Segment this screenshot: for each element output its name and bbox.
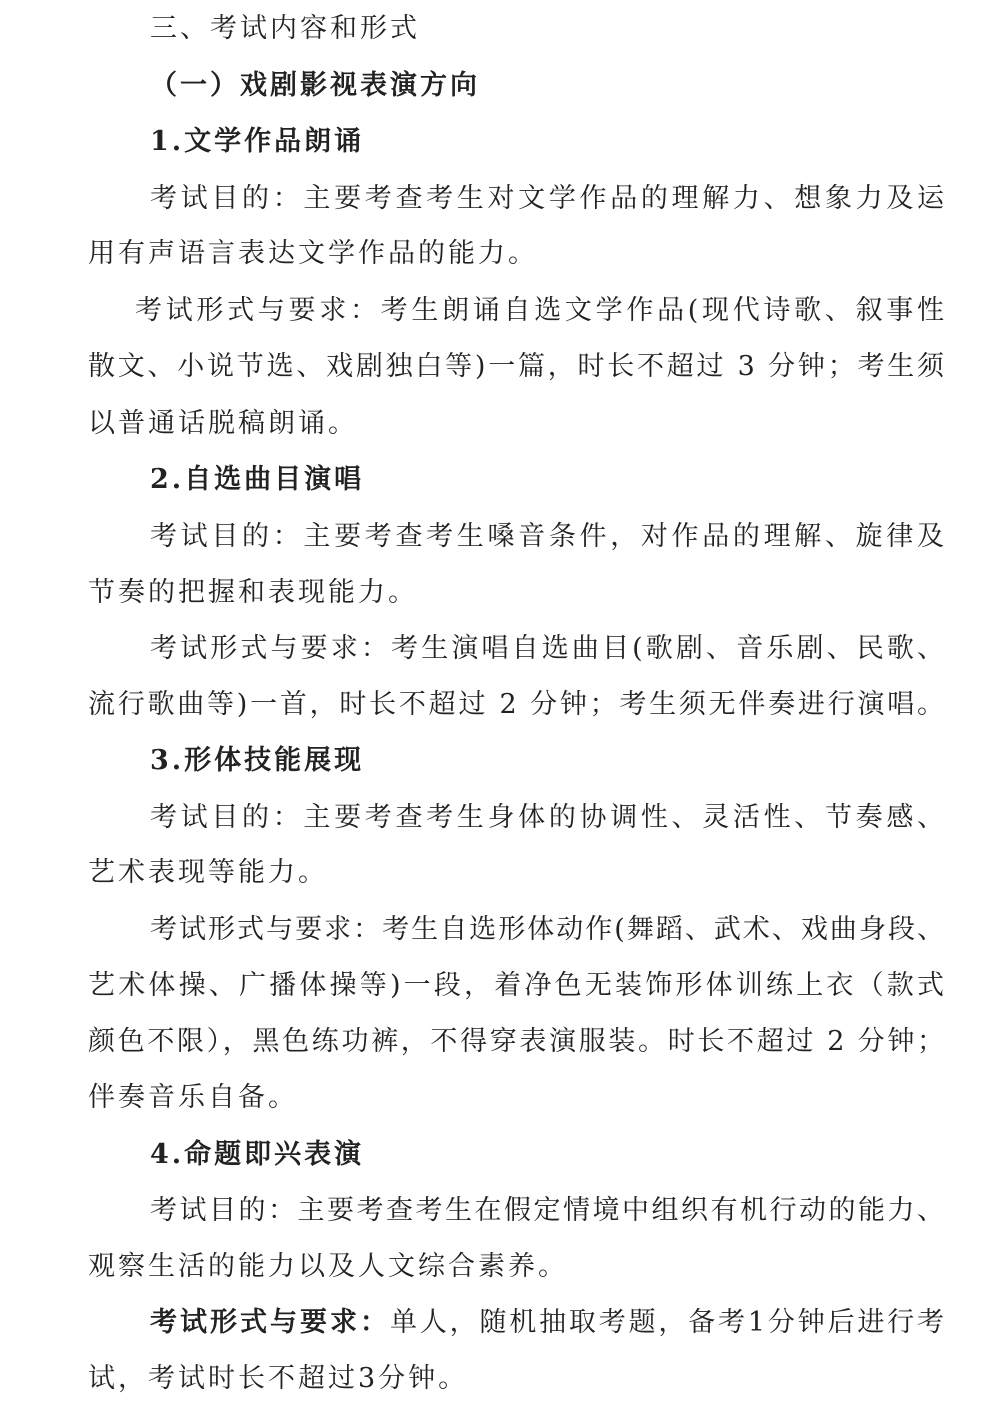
- section-title: 三、考试内容和形式: [150, 13, 420, 44]
- item-3-purpose-line-1: 考试目的：主要考查考生身体的协调性、灵活性、节奏感、: [150, 802, 946, 833]
- item-4-heading: 4.命题即兴表演: [150, 1139, 365, 1170]
- item-3-format-line-4: 伴奏音乐自备。: [88, 1082, 298, 1113]
- item-1-format-line-3: 以普通话脱稿朗诵。: [88, 408, 358, 439]
- item-3-format-line-3: 颜色不限），黑色练功裤，不得穿表演服装。时长不超过 2 分钟；: [88, 1026, 946, 1057]
- item-2-format-line-2: 流行歌曲等)一首，时长不超过 2 分钟；考生须无伴奏进行演唱。: [88, 689, 946, 720]
- item-1-format-line-2: 散文、小说节选、戏剧独白等)一篇，时长不超过 3 分钟；考生须: [88, 351, 946, 382]
- item-1-purpose-line-1: 考试目的：主要考查考生对文学作品的理解力、想象力及运: [150, 183, 946, 214]
- item-4-format-line-2: 试，考试时长不超过3分钟。: [88, 1363, 469, 1394]
- subsection-title: （一）戏剧影视表演方向: [150, 70, 480, 101]
- item-2-heading: 2.自选曲目演唱: [150, 464, 365, 495]
- item-3-format-line-2: 艺术体操、广播体操等)一段，着净色无装饰形体训练上衣（款式: [88, 970, 946, 1001]
- item-4-format-text-1: 单人，随机抽取考题，备考1分钟后进行考: [390, 1307, 946, 1338]
- item-4-purpose-line-2: 观察生活的能力以及人文综合素养。: [88, 1251, 568, 1282]
- item-3-purpose-line-2: 艺术表现等能力。: [88, 857, 328, 888]
- item-3-heading: 3.形体技能展现: [150, 745, 365, 776]
- item-1-heading: 1.文学作品朗诵: [150, 126, 365, 157]
- item-1-purpose-line-2: 用有声语言表达文学作品的能力。: [88, 238, 538, 269]
- item-3-format-line-1: 考试形式与要求：考生自选形体动作(舞蹈、武术、戏曲身段、: [150, 914, 946, 945]
- item-4-purpose-line-1: 考试目的：主要考查考生在假定情境中组织有机行动的能力、: [150, 1195, 946, 1226]
- item-1-format-line-1: 考试形式与要求：考生朗诵自选文学作品(现代诗歌、叙事性: [135, 295, 946, 326]
- item-4-format-lead: 考试形式与要求：: [150, 1307, 390, 1338]
- item-2-purpose-line-2: 节奏的把握和表现能力。: [88, 577, 418, 608]
- item-2-purpose-line-1: 考试目的：主要考查考生嗓音条件，对作品的理解、旋律及: [150, 521, 946, 552]
- item-2-format-line-1: 考试形式与要求：考生演唱自选曲目(歌剧、音乐剧、民歌、: [150, 633, 946, 664]
- item-4-format-line-1: [150, 1303, 946, 1343]
